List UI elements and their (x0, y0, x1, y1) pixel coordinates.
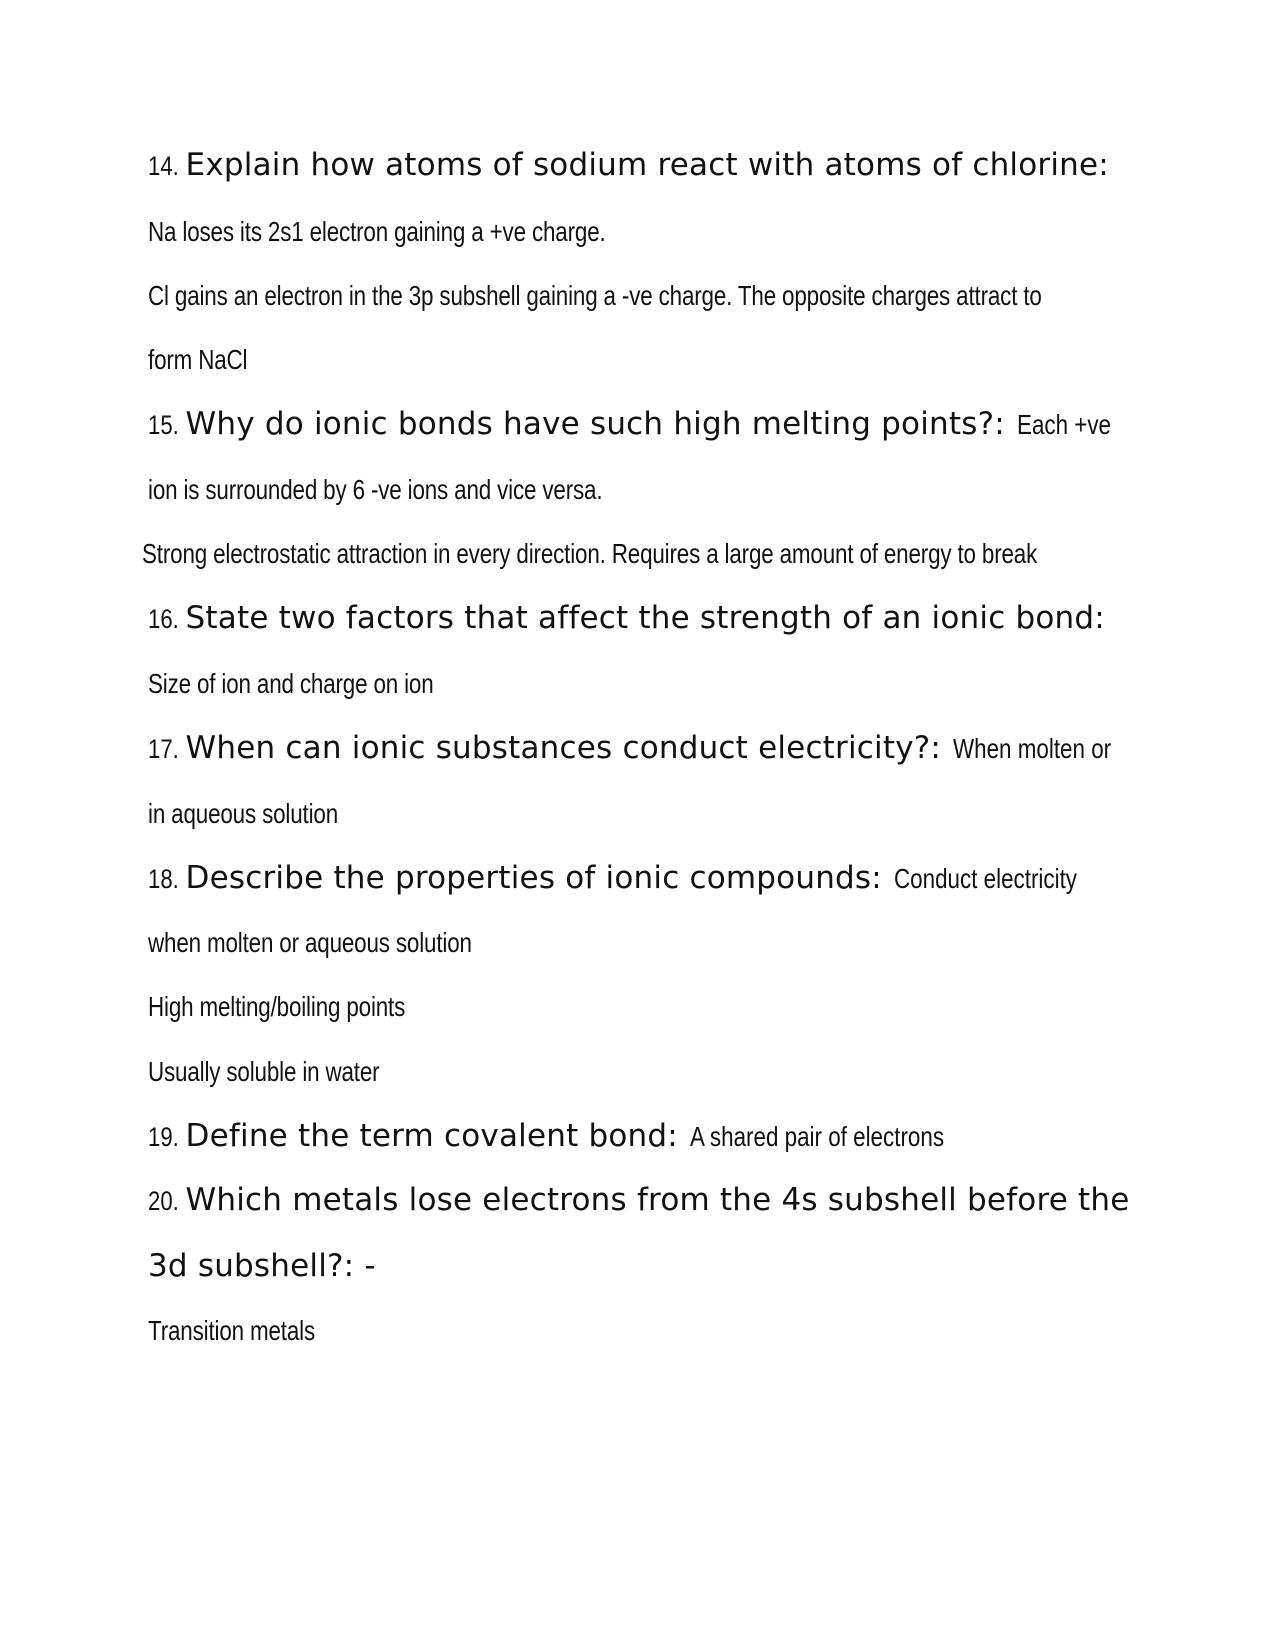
question-20 (148, 1182, 1130, 1218)
question-text: Describe the properties of ionic compounds: (185, 860, 882, 896)
answer-inline: When molten or (953, 733, 1112, 764)
answer-line: Size of ion and charge on ion (148, 668, 434, 699)
answer-inline: A shared pair of electrons (689, 1121, 944, 1152)
answer-line: Usually soluble in water (148, 1056, 380, 1087)
question-text: Explain how atoms of sodium react with atoms of chlorine: (185, 147, 1109, 183)
answer-line: Strong electrostatic attraction in every direction. Requires a large amount of energy to break (142, 538, 1038, 569)
question-17 (148, 730, 1151, 766)
question-text: State two factors that affect the strength of an ionic bond: (185, 600, 1105, 636)
answer-line: ion is surrounded by 6 -ve ions and vice versa. (148, 474, 603, 505)
answer-line: High melting/boiling points (148, 991, 406, 1022)
question-number: 17. (148, 734, 179, 764)
question-number: 14. (148, 151, 179, 181)
answer-line: Na loses its 2s1 electron gaining a +ve charge. (148, 216, 606, 247)
question-text: Define the term covalent bond: (185, 1118, 678, 1154)
question-18 (148, 860, 1123, 896)
answer-line: form NaCl (148, 344, 248, 375)
answer-inline: Conduct electricity (893, 863, 1077, 894)
question-text: Which metals lose electrons from the 4s subshell before the (185, 1182, 1130, 1218)
question-text: When can ionic substances conduct electricity?: (185, 730, 942, 766)
question-number: 15. (148, 410, 179, 440)
question-20-continued (148, 1248, 376, 1284)
question-number: 20. (148, 1186, 179, 1216)
question-number: 18. (148, 864, 179, 894)
question-text: Why do ionic bonds have such high melting points?: (185, 406, 1005, 442)
question-14 (148, 147, 1109, 183)
answer-line: when molten or aqueous solution (148, 927, 472, 958)
answer-line: Cl gains an electron in the 3p subshell gaining a -ve charge. The opposite charges attract to (148, 280, 1042, 311)
answer-line: Transition metals (148, 1315, 315, 1346)
question-15 (148, 406, 1134, 442)
question-number: 19. (148, 1122, 179, 1152)
answer-line: in aqueous solution (148, 798, 338, 829)
question-number: 16. (148, 604, 179, 634)
answer-inline: Each +ve (1016, 409, 1111, 440)
question-19 (148, 1118, 1007, 1154)
question-16 (148, 600, 1105, 636)
question-text: 3d subshell?: - (148, 1248, 376, 1284)
